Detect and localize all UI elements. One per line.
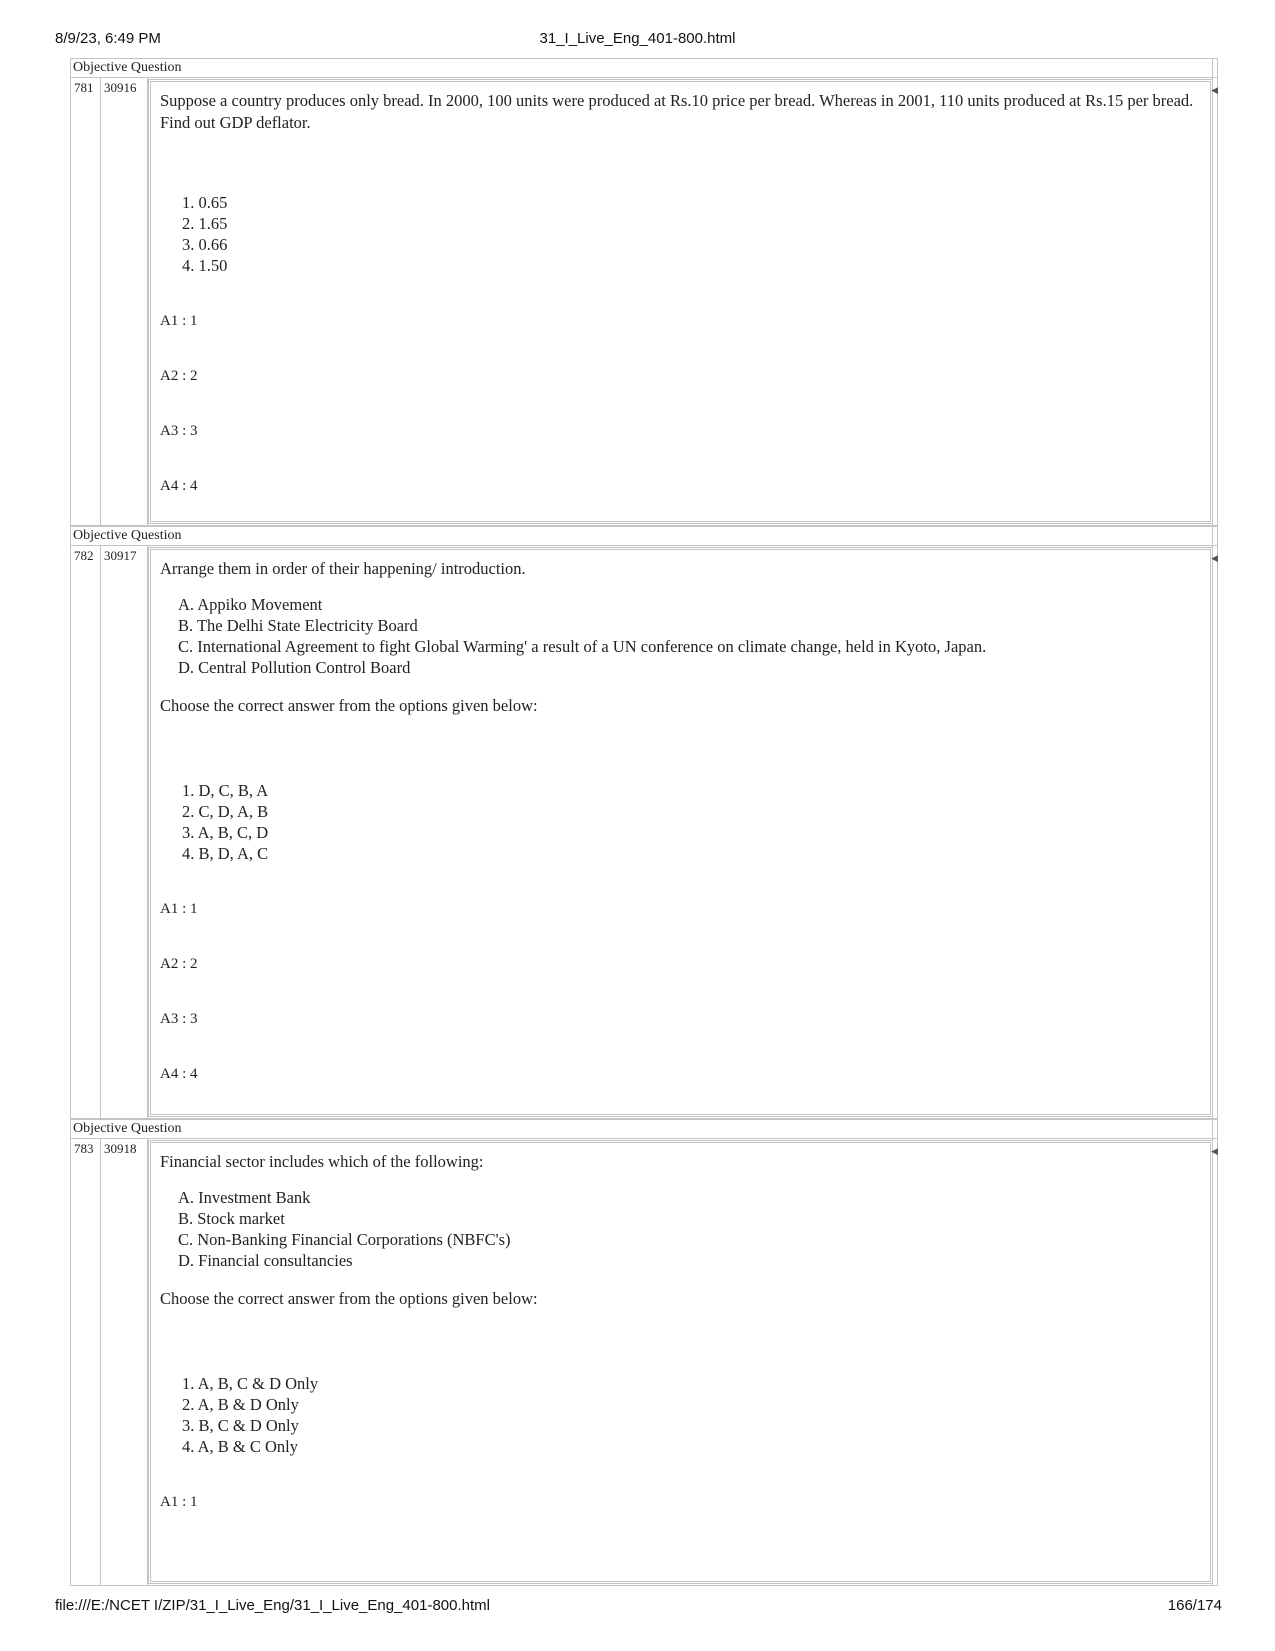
statement-item: A. Investment Bank xyxy=(178,1188,311,1207)
question-text: Financial sector includes which of the following: xyxy=(160,1152,484,1171)
question-number: 783 xyxy=(71,1139,101,1585)
question-document xyxy=(70,58,1218,1588)
question-id: 30916 xyxy=(101,78,148,525)
page-counter: 166/174 xyxy=(1167,1597,1222,1614)
statement-item: C. Non-Banking Financial Corporations (NBFC's) xyxy=(178,1230,511,1249)
statement-item: A. Appiko Movement xyxy=(178,595,323,614)
document-title: 31_I_Live_Eng_401-800.html xyxy=(539,30,736,47)
statement-item: C. International Agreement to fight Global Warming' a result of a UN conference on climate change, held in Kyoto, Japan. xyxy=(178,637,987,656)
question-content-cell xyxy=(148,547,1213,1117)
question-number: 782 xyxy=(71,546,101,1118)
answer-option: A3 : 3 xyxy=(160,423,198,439)
option-list xyxy=(182,780,1202,864)
question-block xyxy=(70,1119,1218,1586)
statement-list xyxy=(178,1187,1202,1271)
question-content-cell xyxy=(148,79,1213,524)
question-block xyxy=(70,58,1218,526)
question-id: 30918 xyxy=(101,1139,148,1585)
option-item: 2. 1.65 xyxy=(182,214,228,233)
answer-option: A4 : 4 xyxy=(160,1066,198,1082)
question-row xyxy=(70,1138,1218,1586)
question-type-label: Objective Question xyxy=(70,1119,1218,1138)
file-path: file:///E:/NCET I/ZIP/31_I_Live_Eng/31_I_Live_Eng_401-800.html xyxy=(55,1597,490,1614)
question-row xyxy=(70,77,1218,526)
scrollbar-track[interactable] xyxy=(1212,58,1218,526)
answer-option: A4 : 4 xyxy=(160,478,198,494)
answer-option: A1 : 1 xyxy=(160,901,198,917)
option-item: 4. 1.50 xyxy=(182,256,228,275)
question-type-label: Objective Question xyxy=(70,526,1218,545)
print-datetime: 8/9/23, 6:49 PM xyxy=(55,30,161,47)
answer-option: A1 : 1 xyxy=(160,1494,198,1510)
option-item: 1. A, B, C & D Only xyxy=(182,1374,319,1393)
statement-item: D. Central Pollution Control Board xyxy=(178,658,411,677)
scroll-arrow-icon[interactable]: ◀ xyxy=(1211,1147,1218,1157)
question-content-cell xyxy=(148,1140,1213,1584)
option-item: 3. 0.66 xyxy=(182,235,228,254)
option-item: 2. C, D, A, B xyxy=(182,802,269,821)
question-text: Arrange them in order of their happening/ introduction. xyxy=(160,559,526,578)
option-item: 3. A, B, C, D xyxy=(182,823,269,842)
option-list xyxy=(182,1373,1202,1457)
question-text: Suppose a country produces only bread. In 2000, 100 units were produced at Rs.10 price per bread. Whereas in 2001, 110 units produced at Rs.15 per bread. Find out GDP deflator. xyxy=(160,91,1194,132)
question-row xyxy=(70,545,1218,1119)
answer-option: A3 : 3 xyxy=(160,1011,198,1027)
statement-list xyxy=(178,594,1202,678)
question-id: 30917 xyxy=(101,546,148,1118)
instruction-text: Choose the correct answer from the options given below: xyxy=(160,696,538,715)
option-item: 1. 0.65 xyxy=(182,193,228,212)
question-number: 781 xyxy=(71,78,101,525)
scroll-arrow-icon[interactable]: ◀ xyxy=(1211,554,1218,564)
question-block xyxy=(70,526,1218,1119)
scroll-arrow-icon[interactable]: ◀ xyxy=(1211,86,1218,96)
answer-option: A1 : 1 xyxy=(160,313,198,329)
scrollbar-track[interactable] xyxy=(1212,1119,1218,1586)
answer-option: A2 : 2 xyxy=(160,956,198,972)
instruction-text: Choose the correct answer from the options given below: xyxy=(160,1289,538,1308)
option-item: 1. D, C, B, A xyxy=(182,781,269,800)
answer-option: A2 : 2 xyxy=(160,368,198,384)
statement-item: B. Stock market xyxy=(178,1209,285,1228)
statement-item: D. Financial consultancies xyxy=(178,1251,353,1270)
scrollbar-track[interactable] xyxy=(1212,526,1218,1119)
option-item: 4. A, B & C Only xyxy=(182,1437,298,1456)
option-item: 2. A, B & D Only xyxy=(182,1395,299,1414)
question-type-label: Objective Question xyxy=(70,58,1218,77)
statement-item: B. The Delhi State Electricity Board xyxy=(178,616,418,635)
option-item: 3. B, C & D Only xyxy=(182,1416,299,1435)
option-item: 4. B, D, A, C xyxy=(182,844,269,863)
option-list xyxy=(182,192,1202,276)
